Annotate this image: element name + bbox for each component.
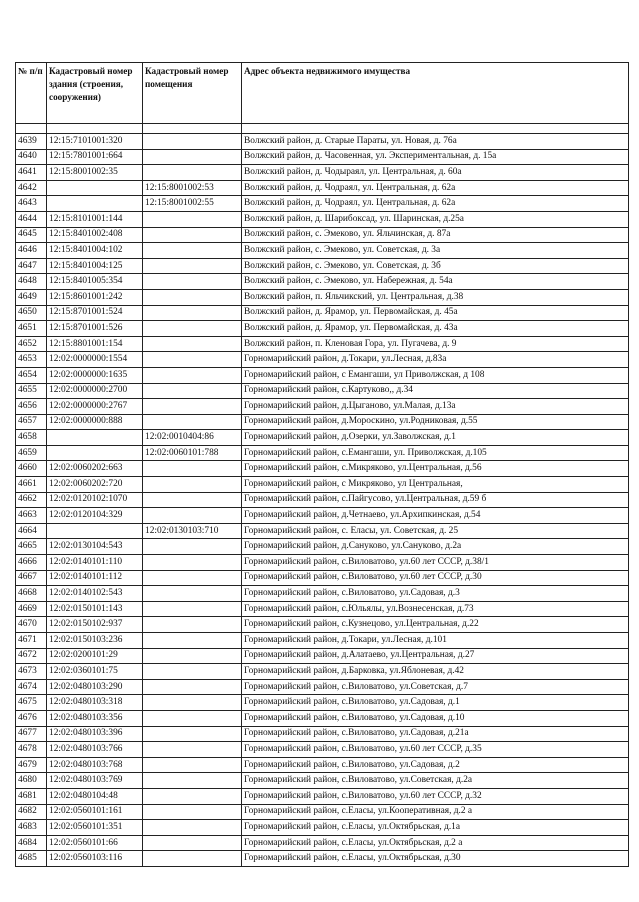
room-cadastral-number [143,664,242,680]
room-cadastral-number [143,695,242,711]
object-address: Горномарийский район, с.Юльялы, ул.Вознесенская, д.73 [242,601,629,617]
table-header [16,63,629,134]
room-cadastral-number [143,492,242,508]
table-row [16,851,629,867]
table-row [16,586,629,602]
room-cadastral-number [143,757,242,773]
building-cadastral-number: 12:02:0150103:236 [47,633,143,649]
object-address: Горномарийский район, с.Виловатово, ул.Советская, д.7 [242,679,629,695]
table-row [16,258,629,274]
table-row [16,352,629,368]
building-cadastral-number [47,196,143,212]
building-cadastral-number: 12:15:7801001:664 [47,149,143,165]
row-number: 4659 [16,445,47,461]
object-address: Горномарийский район, с Микряково, ул Центральная, [242,477,629,493]
room-cadastral-number [143,726,242,742]
row-number: 4647 [16,258,47,274]
building-cadastral-number: 12:15:8101001:144 [47,211,143,227]
table-row [16,617,629,633]
building-cadastral-number: 12:02:0000000:1635 [47,367,143,383]
room-cadastral-number [143,367,242,383]
room-cadastral-number [143,586,242,602]
object-address: Горномарийский район, с.Пайгусово, ул.Центральная, д.59 б [242,492,629,508]
table-row [16,321,629,337]
table-row [16,414,629,430]
building-cadastral-number: 12:02:0000000:2767 [47,399,143,415]
table-row [16,523,629,539]
building-cadastral-number: 12:02:0140101:110 [47,555,143,571]
object-address: Горномарийский район, д.Алатаево, ул.Центральная, д.27 [242,648,629,664]
object-address: Волжский район, д. Ярамор, ул. Первомайская, д. 45а [242,305,629,321]
room-cadastral-number [143,633,242,649]
row-number: 4645 [16,227,47,243]
building-cadastral-number: 12:15:8701001:526 [47,321,143,337]
row-number: 4644 [16,211,47,227]
object-address: Горномарийский район, с.Еласы, ул.Кооперативная, д.2 а [242,804,629,820]
object-address: Горномарийский район, д.Четнаево, ул.Архипкинская, д.54 [242,508,629,524]
room-cadastral-number [143,710,242,726]
building-cadastral-number: 12:02:0060202:720 [47,477,143,493]
room-cadastral-number [143,383,242,399]
table-row [16,742,629,758]
room-cadastral-number: 12:15:8001002:55 [143,196,242,212]
table-row [16,227,629,243]
room-cadastral-number [143,804,242,820]
table-row [16,445,629,461]
building-cadastral-number: 12:15:8001002:35 [47,165,143,181]
room-cadastral-number [143,274,242,290]
table-row [16,679,629,695]
table-row [16,601,629,617]
table-row [16,165,629,181]
row-number: 4656 [16,399,47,415]
table-row [16,134,629,150]
building-cadastral-number: 12:02:0060202:663 [47,461,143,477]
building-cadastral-number: 12:02:0560103:116 [47,851,143,867]
table-row [16,773,629,789]
row-number: 4681 [16,788,47,804]
room-cadastral-number [143,601,242,617]
table-row [16,336,629,352]
object-address: Горномарийский район, с.Кузнецово, ул.Центральная, д.22 [242,617,629,633]
object-address: Волжский район, п. Кленовая Гора, ул. Пугачева, д. 9 [242,336,629,352]
room-cadastral-number [143,461,242,477]
table-body [16,134,629,867]
table-row [16,539,629,555]
row-number: 4679 [16,757,47,773]
object-address: Горномарийский район, с.Виловатово, ул.Садовая, д.3 [242,586,629,602]
table-row [16,149,629,165]
object-address: Горномарийский район, с.Еласы, ул.Октябрьская, д.2 а [242,835,629,851]
header-room-cadastral: Кадастровый номер помещения [143,63,242,124]
row-number: 4660 [16,461,47,477]
table-row [16,180,629,196]
row-number: 4648 [16,274,47,290]
room-cadastral-number [143,555,242,571]
header-building-cadastral: Кадастровый номер здания (строения, сооружения) [47,63,143,124]
building-cadastral-number: 12:15:8401004:125 [47,258,143,274]
row-number: 4674 [16,679,47,695]
room-cadastral-number [143,211,242,227]
property-registry-table [15,62,629,867]
table-row [16,430,629,446]
room-cadastral-number [143,227,242,243]
object-address: Горномарийский район, д.Цыганово, ул.Малая, д.13а [242,399,629,415]
room-cadastral-number [143,477,242,493]
table-row [16,757,629,773]
room-cadastral-number [143,336,242,352]
object-address: Горномарийский район, с.Виловатово, ул.60 лет СССР, д.35 [242,742,629,758]
row-number: 4661 [16,477,47,493]
room-cadastral-number [143,617,242,633]
building-cadastral-number: 12:02:0560101:351 [47,820,143,836]
building-cadastral-number: 12:02:0480103:768 [47,757,143,773]
object-address: Горномарийский район, д.Озерки, ул.Заволжская, д.1 [242,430,629,446]
table-row [16,804,629,820]
building-cadastral-number: 12:15:8401005:354 [47,274,143,290]
row-number: 4672 [16,648,47,664]
object-address: Горномарийский район, д.Токари, ул.Лесная, д.101 [242,633,629,649]
row-number: 4685 [16,851,47,867]
object-address: Горномарийский район, с.Виловатово, ул.60 лет СССР, д.30 [242,570,629,586]
room-cadastral-number: 12:02:0130103:710 [143,523,242,539]
object-address: Волжский район, д. Чодыраял, ул. Центральная, д. 60а [242,165,629,181]
room-cadastral-number [143,165,242,181]
object-address: Волжский район, с. Эмеково, ул. Яльчинская, д. 87а [242,227,629,243]
object-address: Горномарийский район, с.Еласы, ул.Октябрьская, д.30 [242,851,629,867]
object-address: Горномарийский район, д.Барковка, ул.Яблоневая, д.42 [242,664,629,680]
object-address: Волжский район, д. Чодраял, ул. Центральная, д. 62а [242,196,629,212]
row-number: 4671 [16,633,47,649]
building-cadastral-number: 12:02:0140101:112 [47,570,143,586]
row-number: 4675 [16,695,47,711]
table-row [16,788,629,804]
room-cadastral-number [143,820,242,836]
room-cadastral-number [143,788,242,804]
object-address: Волжский район, с. Эмеково, ул. Советская, д. 3б [242,258,629,274]
row-number: 4678 [16,742,47,758]
row-number: 4658 [16,430,47,446]
building-cadastral-number: 12:02:0000000:1554 [47,352,143,368]
building-cadastral-number: 12:02:0480103:396 [47,726,143,742]
room-cadastral-number [143,851,242,867]
row-number: 4670 [16,617,47,633]
table-row [16,648,629,664]
table-row [16,555,629,571]
room-cadastral-number [143,773,242,789]
room-cadastral-number [143,289,242,305]
building-cadastral-number: 12:02:0480103:318 [47,695,143,711]
table-row [16,726,629,742]
object-address: Горномарийский район, с.Виловатово, ул.Садовая, д.2 [242,757,629,773]
row-number: 4646 [16,243,47,259]
header-spacer-row [16,124,629,134]
object-address: Волжский район, д. Старые Параты, ул. Новая, д. 76а [242,134,629,150]
building-cadastral-number: 12:02:0000000:2700 [47,383,143,399]
table-row [16,274,629,290]
building-cadastral-number: 12:02:0480103:290 [47,679,143,695]
room-cadastral-number [143,352,242,368]
header-address: Адрес объекта недвижимого имущества [242,63,629,124]
object-address: Горномарийский район, д.Сануково, ул.Сануково, д.2а [242,539,629,555]
table-row [16,477,629,493]
row-number: 4682 [16,804,47,820]
object-address: Волжский район, п. Яльчикский, ул. Центральная, д.38 [242,289,629,305]
table-row [16,243,629,259]
table-row [16,508,629,524]
object-address: Волжский район, д. Шарибоксад, ул. Шаринская, д.25а [242,211,629,227]
row-number: 4643 [16,196,47,212]
row-number: 4657 [16,414,47,430]
object-address: Волжский район, д. Часовенная, ул. Экспериментальная, д. 15а [242,149,629,165]
row-number: 4667 [16,570,47,586]
object-address: Горномарийский район, с.Виловатово, ул.Советская, д.2а [242,773,629,789]
table-row [16,461,629,477]
table-row [16,633,629,649]
object-address: Волжский район, с. Эмеково, ул. Набережная, д. 54а [242,274,629,290]
building-cadastral-number: 12:02:0120104:329 [47,508,143,524]
table-row [16,211,629,227]
table-row [16,570,629,586]
table-row [16,399,629,415]
building-cadastral-number: 12:02:0480103:769 [47,773,143,789]
building-cadastral-number: 12:15:8601001:242 [47,289,143,305]
room-cadastral-number [143,305,242,321]
building-cadastral-number: 12:02:0480103:766 [47,742,143,758]
building-cadastral-number: 12:15:8701001:524 [47,305,143,321]
row-number: 4677 [16,726,47,742]
object-address: Горномарийский район, с.Виловатово, ул.Садовая, д.10 [242,710,629,726]
row-number: 4642 [16,180,47,196]
row-number: 4654 [16,367,47,383]
row-number: 4662 [16,492,47,508]
building-cadastral-number: 12:15:8401004:102 [47,243,143,259]
document-page [15,62,629,867]
building-cadastral-number [47,445,143,461]
row-number: 4649 [16,289,47,305]
building-cadastral-number: 12:02:0150102:937 [47,617,143,633]
row-number: 4650 [16,305,47,321]
room-cadastral-number [143,243,242,259]
row-number: 4639 [16,134,47,150]
table-row [16,710,629,726]
row-number: 4668 [16,586,47,602]
object-address: Горномарийский район, с.Еласы, ул.Октябрьская, д.1а [242,820,629,836]
room-cadastral-number [143,134,242,150]
building-cadastral-number: 12:02:0000000:888 [47,414,143,430]
room-cadastral-number [143,679,242,695]
building-cadastral-number: 12:02:0130104:543 [47,539,143,555]
building-cadastral-number: 12:02:0120102:1070 [47,492,143,508]
building-cadastral-number: 12:15:8401002:408 [47,227,143,243]
building-cadastral-number [47,180,143,196]
object-address: Волжский район, д. Чодраял, ул. Центральная, д. 62а [242,180,629,196]
object-address: Горномарийский район, с.Емангаши, ул. Приволжская, д.105 [242,445,629,461]
table-row [16,196,629,212]
table-row [16,664,629,680]
building-cadastral-number: 12:02:0480104:48 [47,788,143,804]
room-cadastral-number: 12:15:8001002:53 [143,180,242,196]
table-row [16,367,629,383]
room-cadastral-number [143,570,242,586]
building-cadastral-number: 12:02:0560101:161 [47,804,143,820]
object-address: Горномарийский район, с.Виловатово, ул.60 лет СССР, д.38/1 [242,555,629,571]
row-number: 4652 [16,336,47,352]
row-number: 4663 [16,508,47,524]
room-cadastral-number [143,258,242,274]
row-number: 4655 [16,383,47,399]
table-row [16,820,629,836]
row-number: 4666 [16,555,47,571]
room-cadastral-number [143,835,242,851]
building-cadastral-number: 12:02:0200101:29 [47,648,143,664]
row-number: 4664 [16,523,47,539]
room-cadastral-number [143,149,242,165]
building-cadastral-number: 12:02:0360101:75 [47,664,143,680]
table-row [16,835,629,851]
building-cadastral-number: 12:02:0560101:66 [47,835,143,851]
room-cadastral-number: 12:02:0060101:788 [143,445,242,461]
header-number: № п/п [16,63,47,124]
object-address: Горномарийский район, с.Виловатово, ул.Садовая, д.21а [242,726,629,742]
building-cadastral-number: 12:02:0140102:543 [47,586,143,602]
object-address: Волжский район, д. Ярамор, ул. Первомайская, д. 43а [242,321,629,337]
room-cadastral-number [143,508,242,524]
row-number: 4684 [16,835,47,851]
object-address: Горномарийский район, с.Микряково, ул.Центральная, д.56 [242,461,629,477]
object-address: Горномарийский район, с.Картуково,, д.34 [242,383,629,399]
building-cadastral-number [47,430,143,446]
object-address: Горномарийский район, д.Мороскино, ул.Родниковая, д.55 [242,414,629,430]
object-address: Горномарийский район, с. Еласы, ул. Советская, д. 25 [242,523,629,539]
object-address: Горномарийский район, с.Виловатово, ул.60 лет СССР, д.32 [242,788,629,804]
row-number: 4651 [16,321,47,337]
table-row [16,289,629,305]
row-number: 4653 [16,352,47,368]
object-address: Горномарийский район, д.Токари, ул.Лесная, д.83а [242,352,629,368]
building-cadastral-number [47,523,143,539]
table-row [16,383,629,399]
room-cadastral-number [143,399,242,415]
row-number: 4665 [16,539,47,555]
row-number: 4680 [16,773,47,789]
row-number: 4676 [16,710,47,726]
table-row [16,695,629,711]
table-row [16,492,629,508]
row-number: 4669 [16,601,47,617]
object-address: Волжский район, с. Эмеково, ул. Советская, д. 3а [242,243,629,259]
room-cadastral-number [143,321,242,337]
building-cadastral-number: 12:02:0150101:143 [47,601,143,617]
building-cadastral-number: 12:02:0480103:356 [47,710,143,726]
room-cadastral-number [143,414,242,430]
row-number: 4683 [16,820,47,836]
table-row [16,305,629,321]
row-number: 4640 [16,149,47,165]
object-address: Горномарийский район, с Емангаши, ул Приволжская, д 108 [242,367,629,383]
room-cadastral-number [143,539,242,555]
building-cadastral-number: 12:15:8801001:154 [47,336,143,352]
object-address: Горномарийский район, с.Виловатово, ул.Садовая, д.1 [242,695,629,711]
row-number: 4673 [16,664,47,680]
room-cadastral-number [143,648,242,664]
room-cadastral-number: 12:02:0010404:86 [143,430,242,446]
building-cadastral-number: 12:15:7101001:320 [47,134,143,150]
room-cadastral-number [143,742,242,758]
row-number: 4641 [16,165,47,181]
